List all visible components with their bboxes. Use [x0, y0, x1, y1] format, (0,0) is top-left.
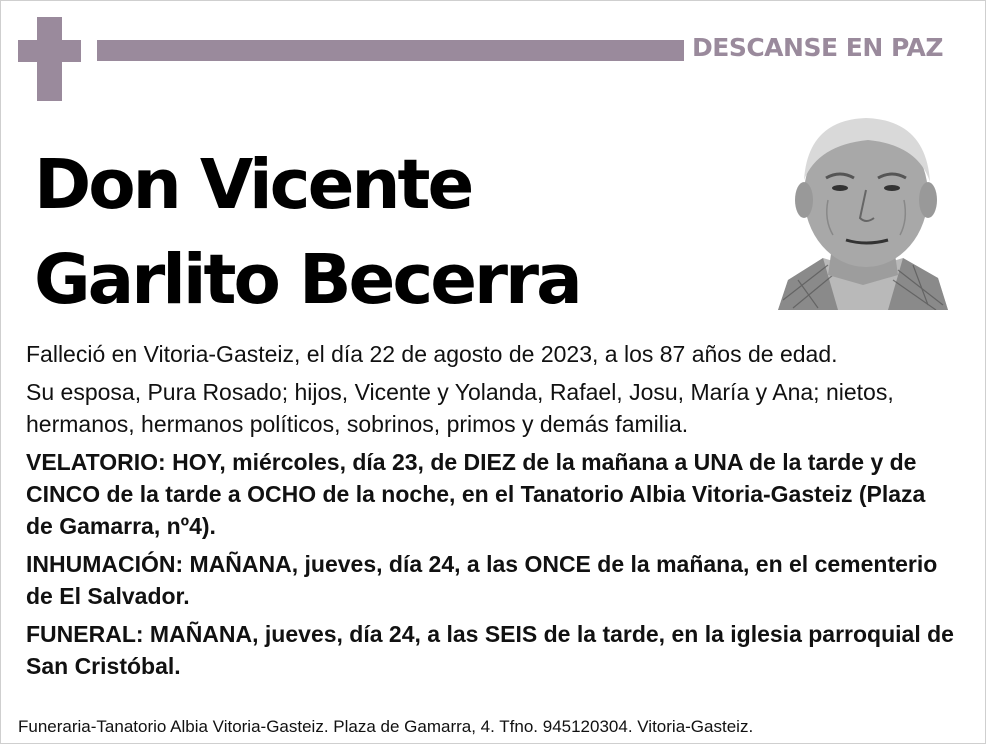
notice-body [26, 338, 956, 688]
cross-icon-horizontal [18, 40, 81, 62]
inhumacion-info: INHUMACIÓN: MAÑANA, jueves, día 24, a las ONCE de la mañana, en el cementerio de El Salvador. [26, 551, 938, 609]
portrait-photo [778, 100, 948, 310]
name-line-1: Don Vicente [34, 145, 472, 225]
header-bar [97, 40, 684, 61]
family-statement: Su esposa, Pura Rosado; hijos, Vicente y Yolanda, Rafael, Josu, María y Ana; nietos, hermanos, hermanos políticos, sobrinos, primos y demás familia. [26, 379, 894, 437]
deceased-name [34, 138, 580, 328]
death-statement: Falleció en Vitoria-Gasteiz, el día 22 de agosto de 2023, a los 87 años de edad. [26, 341, 838, 367]
velatorio-info: VELATORIO: HOY, miércoles, día 23, de DIEZ de la mañana a UNA de la tarde y de CINCO de la tarde a OCHO de la noche, en el Tanatorio Albia Vitoria-Gasteiz (Plaza de Gamarra, nº4). [26, 449, 926, 539]
header-label: DESCANSE EN PAZ [692, 33, 943, 62]
funeral-info: FUNERAL: MAÑANA, jueves, día 24, a las SEIS de la tarde, en la iglesia parroquial de San Cristóbal. [26, 621, 954, 679]
name-line-2: Garlito Becerra [34, 240, 580, 320]
funeral-home-footer: Funeraria-Tanatorio Albia Vitoria-Gasteiz. Plaza de Gamarra, 4. Tfno. 945120304. Vitoria-Gasteiz. [18, 717, 754, 736]
